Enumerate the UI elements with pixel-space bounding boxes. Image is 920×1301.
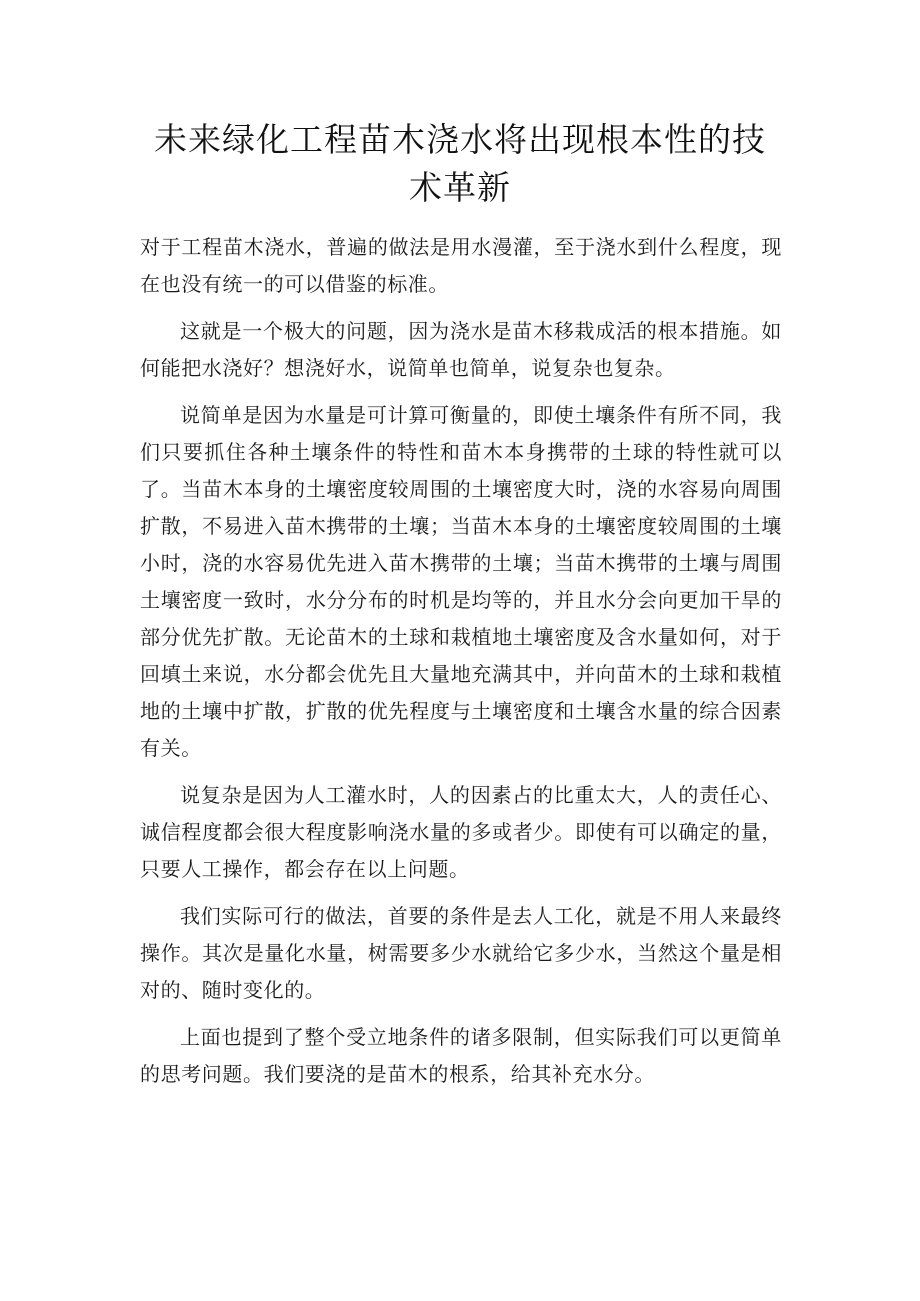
document-title: 未来绿化工程苗木浇水将出现根本性的技术革新 [154,120,766,207]
paragraph-practice: 我们实际可行的做法，首要的条件是去人工化，就是不用人来最终操作。其次是量化水量，树需要多少水就给它多少水，当然这个量是相对的、随时变化的。 [140,904,782,1002]
paragraph-complex: 说复杂是因为人工灌水时，人的因素占的比重太大，人的责任心、诚信程度都会很大程度影响浇水量的多或者少。即使有可以确定的量，只要人工操作，都会存在以上问题。 [140,783,782,881]
paragraph-simple: 说简单是因为水量是可计算可衡量的，即使土壤条件有所不同，我们只要抓住各种土壤条件的特性和苗木本身携带的土球的特性就可以了。当苗木本身的土壤密度较周围的土壤密度大时，浇的水容易向周围扩散，不易进入苗木携带的土壤；当苗木本身的土壤密度较周围的土壤小时，浇的水容易优先进入苗木携带的土壤；当苗木携带的土壤与周围土壤密度一致时，水分分布的时机是均等的，并且水分会向更加干旱的部分优先扩散。无论苗木的土球和栽植地土壤密度及含水量如何，对于回填土来说，水分都会优先且大量地充满其中，并向苗木的土球和栽植地的土壤中扩散，扩散的优先程度与土壤密度和土壤含水量的综合因素有关。 [140,403,782,760]
paragraph-conclusion: 上面也提到了整个受立地条件的诸多限制，但实际我们可以更简单的思考问题。我们要浇的是苗木的根系，给其补充水分。 [140,1025,782,1086]
paragraph-problem: 这就是一个极大的问题，因为浇水是苗木移栽成活的根本措施。如何能把水浇好？想浇好水，说简单也简单，说复杂也复杂。 [140,319,782,380]
paragraph-intro: 对于工程苗木浇水，普遍的做法是用水漫灌，至于浇水到什么程度，现在也没有统一的可以借鉴的标准。 [140,235,782,296]
document-body [140,229,782,1103]
